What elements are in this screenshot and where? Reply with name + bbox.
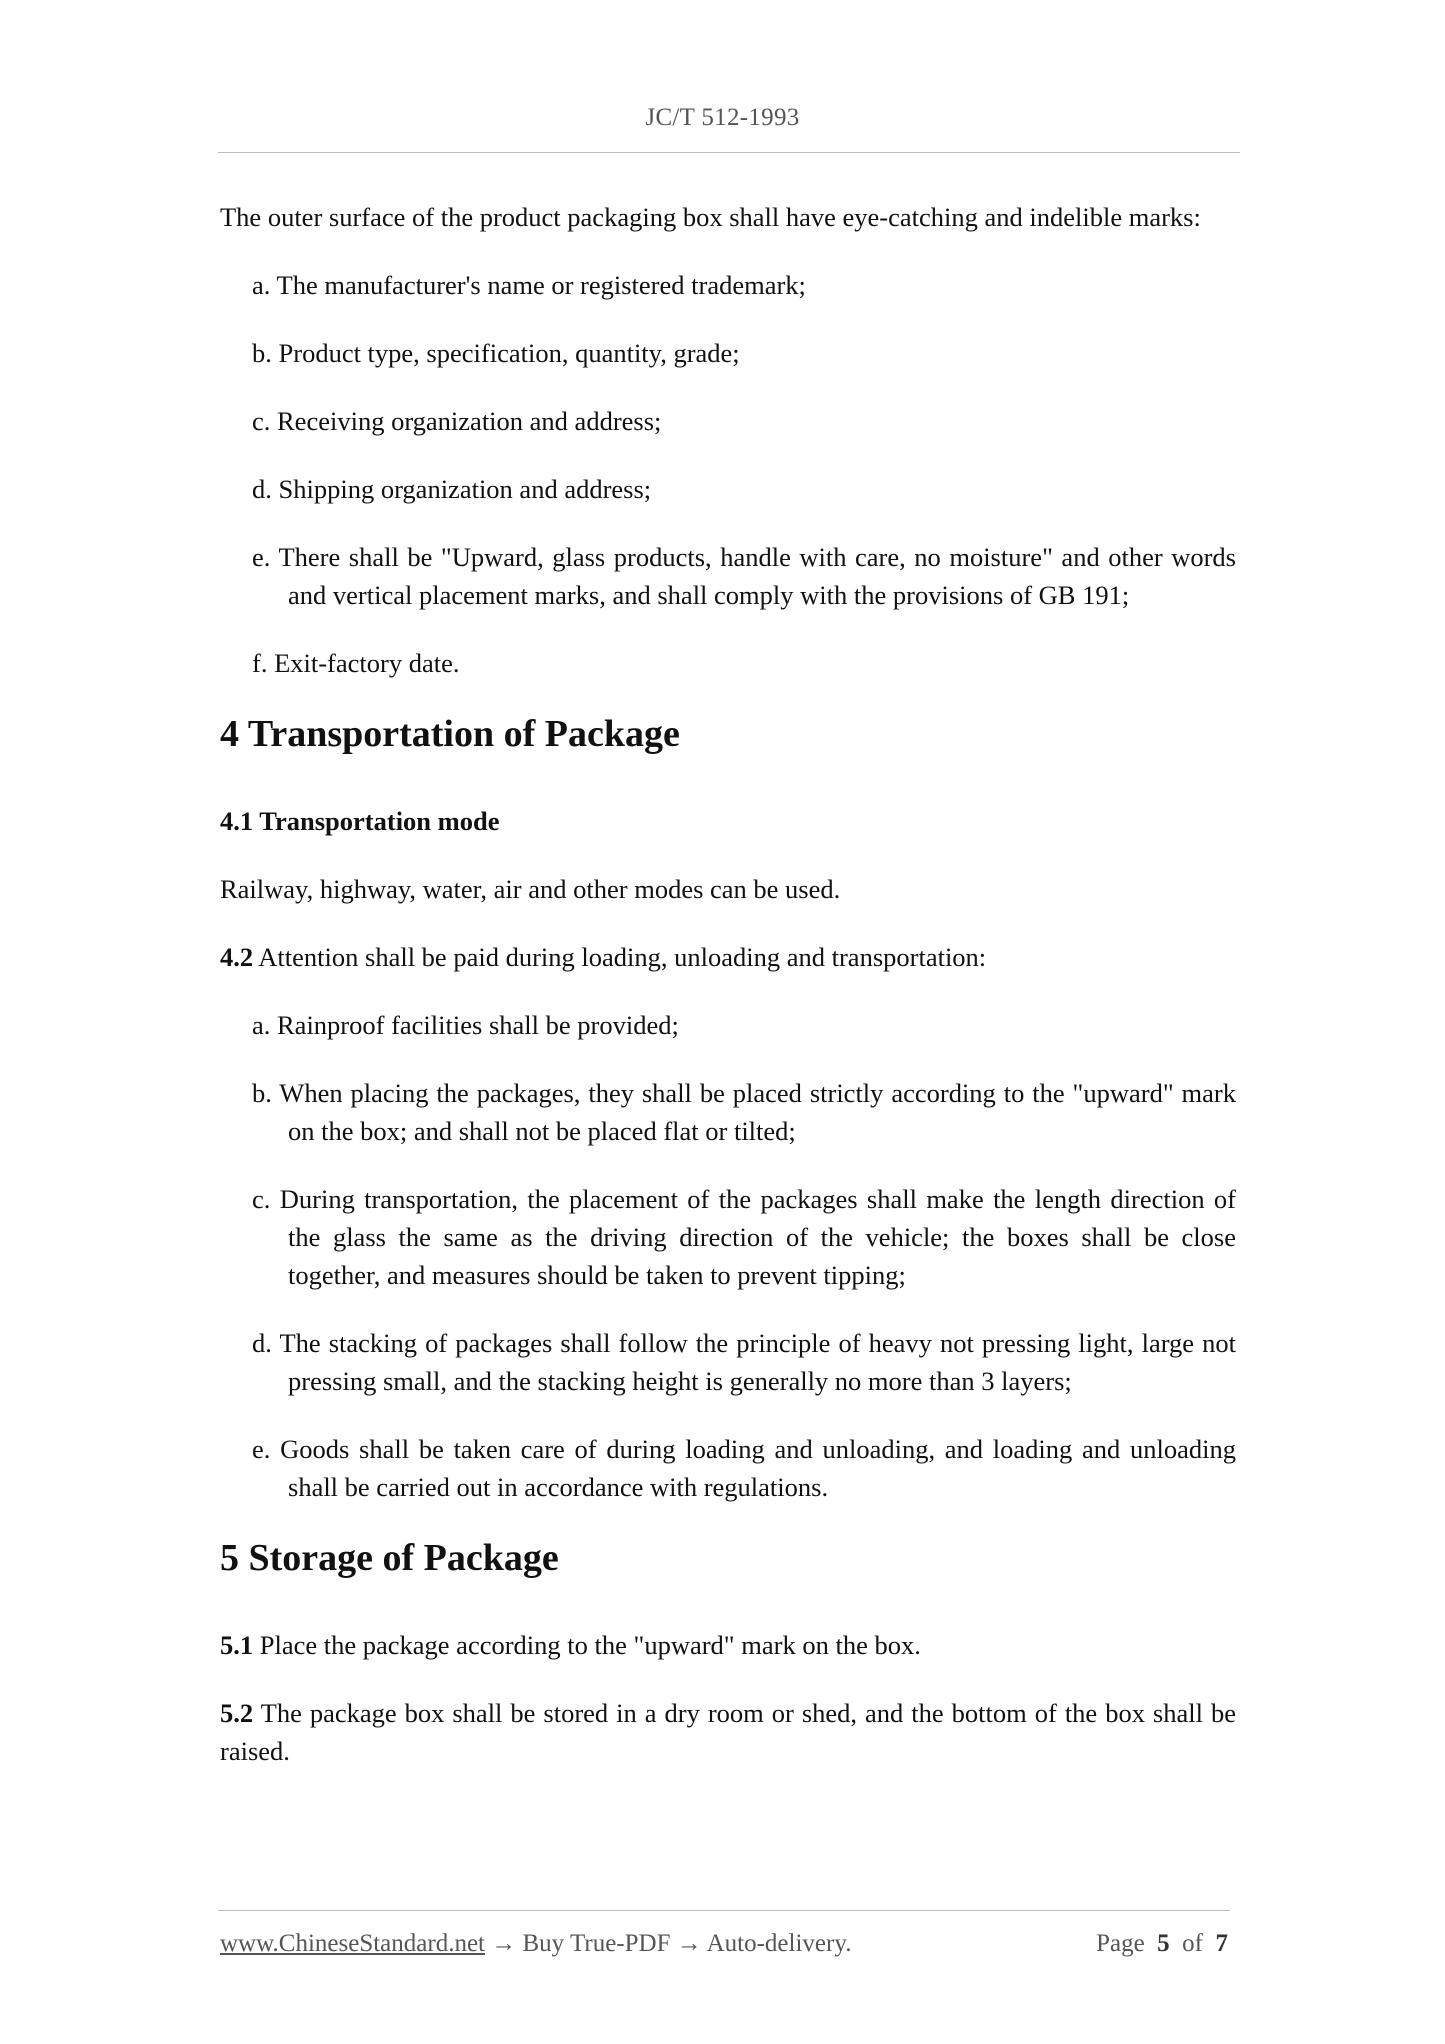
list-item: b. Product type, specification, quantity, grade; (252, 338, 740, 368)
clause-text: Attention shall be paid during loading, unloading and transportation: (253, 942, 987, 972)
list-item: a. The manufacturer's name or registered trademark; (252, 270, 806, 300)
clause-number: 5.1 (220, 1630, 254, 1660)
document-body (220, 198, 1236, 1800)
footer-divider (218, 1910, 1230, 1911)
section-5-heading: 5 Storage of Package (220, 1537, 559, 1579)
list-item: b. When placing the packages, they shall be placed strictly according to the "upward" mark on the box; and shall not be placed flat or tilted; (252, 1078, 1236, 1146)
page-label: Page (1096, 1930, 1145, 1957)
header-divider (218, 152, 1240, 153)
of-label: of (1182, 1930, 1203, 1957)
clause-number: 4.2 (220, 942, 254, 972)
page-indicator (1096, 1930, 1228, 1958)
clause-text: The package box shall be stored in a dry room or shed, and the bottom of the box shall be raised. (220, 1698, 1236, 1766)
page-header: JC/T 512-1993 (645, 104, 800, 131)
subsection-4-1-text: Railway, highway, water, air and other modes can be used. (220, 874, 841, 904)
current-page: 5 (1157, 1930, 1170, 1957)
clause-5-1 (220, 1626, 1236, 1664)
list-item: a. Rainproof facilities shall be provided; (252, 1010, 679, 1040)
list-item: e. There shall be "Upward, glass products, handle with care, no moisture" and other words and vertical placement marks, and shall comply with the provisions of GB 191; (252, 542, 1236, 610)
list-item: f. Exit-factory date. (252, 648, 460, 678)
marks-intro: The outer surface of the product packaging box shall have eye-catching and indelible marks: (220, 202, 1201, 232)
list-item: c. During transportation, the placement of the packages shall make the length direction of the glass the same as the driving direction of the vehicle; the boxes shall be close together, and measures should be taken to prevent tipping; (252, 1184, 1236, 1290)
clause-5-2 (220, 1694, 1236, 1770)
clause-number: 5.2 (220, 1698, 254, 1728)
subsection-4-2 (220, 938, 1236, 976)
list-item: d. The stacking of packages shall follow the principle of heavy not pressing light, large not pressing small, and the stacking height is generally no more than 3 layers; (252, 1328, 1236, 1396)
page-footer (220, 1930, 1230, 1964)
list-item: c. Receiving organization and address; (252, 406, 662, 436)
subsection-4-1-heading: 4.1 Transportation mode (220, 806, 500, 836)
clause-text: Place the package according to the "upward" mark on the box. (253, 1630, 921, 1660)
section-4-heading: 4 Transportation of Package (220, 713, 680, 755)
promo-text: → Buy True-PDF → Auto-delivery. (485, 1930, 852, 1957)
list-item: e. Goods shall be taken care of during loading and unloading, and loading and unloading shall be carried out in accordance with regulations. (252, 1434, 1236, 1502)
footer-promo (220, 1930, 851, 1958)
site-link[interactable]: www.ChineseStandard.net (220, 1930, 485, 1957)
list-item: d. Shipping organization and address; (252, 474, 652, 504)
total-pages: 7 (1215, 1930, 1228, 1957)
